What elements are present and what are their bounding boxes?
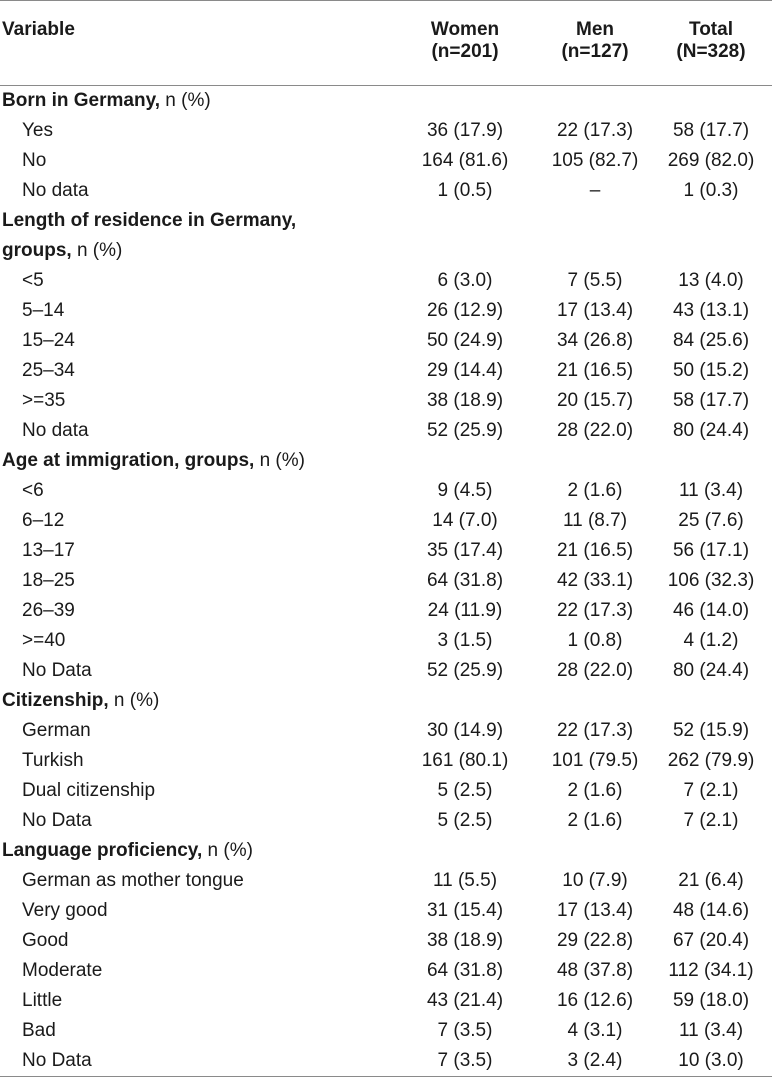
row-label: Little <box>22 990 63 1011</box>
cell-total: 269 (82.0) <box>667 150 755 171</box>
cell-men: 34 (26.8) <box>556 330 634 351</box>
section-title-line2 <box>0 236 772 266</box>
cell-women: 64 (31.8) <box>426 570 504 591</box>
cell-men: 29 (22.8) <box>556 930 634 951</box>
table-row <box>0 416 772 446</box>
row-label: <5 <box>22 270 44 291</box>
cell-men: 17 (13.4) <box>556 300 634 321</box>
row-label: German as mother tongue <box>22 870 244 891</box>
table-body <box>0 86 772 1077</box>
section-title-bold: groups, <box>2 240 72 261</box>
table-row <box>0 296 772 326</box>
table-row <box>0 746 772 776</box>
section-title-rest: n (%) <box>160 90 211 111</box>
cell-women: 5 (2.5) <box>437 780 493 801</box>
cell-women: 9 (4.5) <box>437 480 493 501</box>
section-heading-row <box>0 206 772 236</box>
cell-women: 3 (1.5) <box>437 630 493 651</box>
table-row <box>0 146 772 176</box>
header-women <box>390 1 540 86</box>
section-title-rest: n (%) <box>202 840 253 861</box>
cell-women: 30 (14.9) <box>426 720 504 741</box>
table-row <box>0 1016 772 1046</box>
section-title-rest: n (%) <box>254 450 305 471</box>
row-label: Very good <box>22 900 108 921</box>
row-label: >=35 <box>22 390 66 411</box>
cell-total: 262 (79.9) <box>667 750 755 771</box>
section-title-rest: n (%) <box>71 240 123 261</box>
table-row <box>0 956 772 986</box>
cell-women: 1 (0.5) <box>437 180 493 201</box>
cell-total: 67 (20.4) <box>672 930 750 951</box>
cell-total: 80 (24.4) <box>672 660 750 681</box>
cell-women: 6 (3.0) <box>437 270 493 291</box>
row-label: >=40 <box>22 630 66 651</box>
cell-women: 38 (18.9) <box>426 930 504 951</box>
section-title-bold: Citizenship, <box>2 690 109 711</box>
cell-total: 25 (7.6) <box>678 510 744 531</box>
cell-men: 3 (2.4) <box>567 1050 623 1071</box>
row-label: Good <box>22 930 69 951</box>
row-label: 26–39 <box>22 600 75 621</box>
cell-women: 11 (5.5) <box>432 870 498 891</box>
cell-women: 35 (17.4) <box>426 540 504 561</box>
header-women-n: (n=201) <box>431 41 499 62</box>
table-row <box>0 506 772 536</box>
cell-total: 84 (25.6) <box>672 330 750 351</box>
cell-men: 1 (0.8) <box>567 630 623 651</box>
cell-total: 46 (14.0) <box>672 600 750 621</box>
cell-women: 38 (18.9) <box>426 390 504 411</box>
table-row <box>0 776 772 806</box>
cell-total: 13 (4.0) <box>678 270 744 291</box>
cell-women: 7 (3.5) <box>437 1020 493 1041</box>
table-row <box>0 386 772 416</box>
row-label: Moderate <box>22 960 103 981</box>
row-label: No Data <box>22 660 92 681</box>
table-row <box>0 716 772 746</box>
cell-total: 1 (0.3) <box>683 180 739 201</box>
cell-total: 58 (17.7) <box>672 390 750 411</box>
header-variable <box>0 1 390 86</box>
table-row <box>0 326 772 356</box>
section-title-rest: n (%) <box>108 690 160 711</box>
row-label: Bad <box>22 1020 56 1041</box>
cell-men: 11 (8.7) <box>562 510 628 531</box>
row-label: No Data <box>22 1050 92 1071</box>
section-heading-row <box>0 686 772 716</box>
cell-men: 42 (33.1) <box>556 570 634 591</box>
cell-women: 26 (12.9) <box>426 300 504 321</box>
table-row <box>0 176 772 206</box>
cell-men: 17 (13.4) <box>556 900 634 921</box>
cell-men: 48 (37.8) <box>556 960 634 981</box>
table-row <box>0 596 772 626</box>
cell-total: 58 (17.7) <box>672 120 750 141</box>
cell-women: 43 (21.4) <box>426 990 504 1011</box>
cell-men: 2 (1.6) <box>567 780 623 801</box>
header-total <box>650 1 772 86</box>
cell-women: 50 (24.9) <box>426 330 504 351</box>
section-heading-row <box>0 836 772 866</box>
cell-men: 28 (22.0) <box>556 420 634 441</box>
table-row <box>0 116 772 146</box>
cell-total: 21 (6.4) <box>678 870 744 891</box>
cell-men: 21 (16.5) <box>556 540 634 561</box>
row-label: No data <box>22 180 89 201</box>
cell-total: 52 (15.9) <box>672 720 750 741</box>
row-label: 6–12 <box>22 510 65 531</box>
cell-women: 164 (81.6) <box>421 150 509 171</box>
row-label: 18–25 <box>22 570 75 591</box>
cell-men: 105 (82.7) <box>551 150 639 171</box>
table-row <box>0 536 772 566</box>
section-title-bold: Language proficiency, <box>2 840 203 861</box>
cell-total: 10 (3.0) <box>678 1050 744 1071</box>
cell-total: 80 (24.4) <box>672 420 750 441</box>
section-title-bold: Length of residence in Germany, <box>2 210 297 231</box>
section-title <box>0 446 772 476</box>
cell-women: 64 (31.8) <box>426 960 504 981</box>
table-row <box>0 986 772 1016</box>
cell-women: 52 (25.9) <box>426 660 504 681</box>
row-label: No <box>22 150 47 171</box>
section-title-line1 <box>0 206 772 236</box>
table-row <box>0 566 772 596</box>
cell-women: 36 (17.9) <box>426 120 504 141</box>
cell-men: 4 (3.1) <box>567 1020 623 1041</box>
header-variable-label: Variable <box>2 19 75 40</box>
row-label: <6 <box>22 480 44 501</box>
cell-men: 7 (5.5) <box>567 270 623 291</box>
row-label: Dual citizenship <box>22 780 156 801</box>
cell-total: 50 (15.2) <box>672 360 750 381</box>
cell-men: 21 (16.5) <box>556 360 634 381</box>
row-label: 15–24 <box>22 330 75 351</box>
section-title <box>0 686 772 716</box>
table-row <box>0 926 772 956</box>
cell-total: 48 (14.6) <box>672 900 750 921</box>
header-men-n: (n=127) <box>561 41 629 62</box>
row-label: 13–17 <box>22 540 75 561</box>
table-row <box>0 476 772 506</box>
header-men <box>540 1 650 86</box>
cell-men: 28 (22.0) <box>556 660 634 681</box>
section-title <box>0 836 772 866</box>
cell-total: 59 (18.0) <box>672 990 750 1011</box>
row-label: German <box>22 720 91 741</box>
cell-men: 22 (17.3) <box>556 600 634 621</box>
section-title-bold: Born in Germany, <box>2 90 161 111</box>
row-label: No Data <box>22 810 92 831</box>
section-heading-row <box>0 86 772 117</box>
table-row <box>0 896 772 926</box>
cell-total: 7 (2.1) <box>683 780 739 801</box>
header-men-label: Men <box>576 19 614 40</box>
cell-total: 4 (1.2) <box>683 630 739 651</box>
cell-men: 20 (15.7) <box>556 390 634 411</box>
section-title-bold: Age at immigration, groups, <box>2 450 255 471</box>
cell-women: 161 (80.1) <box>421 750 509 771</box>
section-heading-row <box>0 446 772 476</box>
cell-women: 24 (11.9) <box>427 600 503 621</box>
cell-total: 106 (32.3) <box>667 570 755 591</box>
cell-men: 22 (17.3) <box>556 120 634 141</box>
header-total-n: (N=328) <box>676 41 746 62</box>
table-row <box>0 1046 772 1077</box>
cell-women: 7 (3.5) <box>437 1050 493 1071</box>
cell-men: 16 (12.6) <box>556 990 634 1011</box>
table-row <box>0 866 772 896</box>
cell-men: 101 (79.5) <box>551 750 639 771</box>
section-title <box>0 86 772 117</box>
cell-women: 14 (7.0) <box>432 510 498 531</box>
table-row <box>0 266 772 296</box>
cell-total: 112 (34.1) <box>668 960 754 981</box>
cell-total: 11 (3.4) <box>678 480 744 501</box>
table-row <box>0 806 772 836</box>
section-heading-row <box>0 236 772 266</box>
row-label: Yes <box>22 120 53 141</box>
row-label: 25–34 <box>22 360 75 381</box>
cell-total: 7 (2.1) <box>683 810 739 831</box>
cell-women: 29 (14.4) <box>426 360 504 381</box>
table-row <box>0 656 772 686</box>
cell-women: 31 (15.4) <box>426 900 504 921</box>
table-row <box>0 356 772 386</box>
cell-women: 5 (2.5) <box>437 810 493 831</box>
header-women-label: Women <box>430 19 500 40</box>
cell-men: – <box>589 180 601 201</box>
cell-men: 2 (1.6) <box>567 810 623 831</box>
cell-men: 22 (17.3) <box>556 720 634 741</box>
table-row <box>0 626 772 656</box>
cell-women: 52 (25.9) <box>426 420 504 441</box>
row-label: 5–14 <box>22 300 65 321</box>
cell-total: 56 (17.1) <box>672 540 750 561</box>
header-total-label: Total <box>689 19 733 40</box>
cell-total: 43 (13.1) <box>672 300 750 321</box>
row-label: Turkish <box>22 750 84 771</box>
cell-men: 2 (1.6) <box>567 480 623 501</box>
cell-total: 11 (3.4) <box>678 1020 744 1041</box>
row-label: No data <box>22 420 89 441</box>
header-row <box>0 1 772 86</box>
cell-men: 10 (7.9) <box>562 870 628 891</box>
